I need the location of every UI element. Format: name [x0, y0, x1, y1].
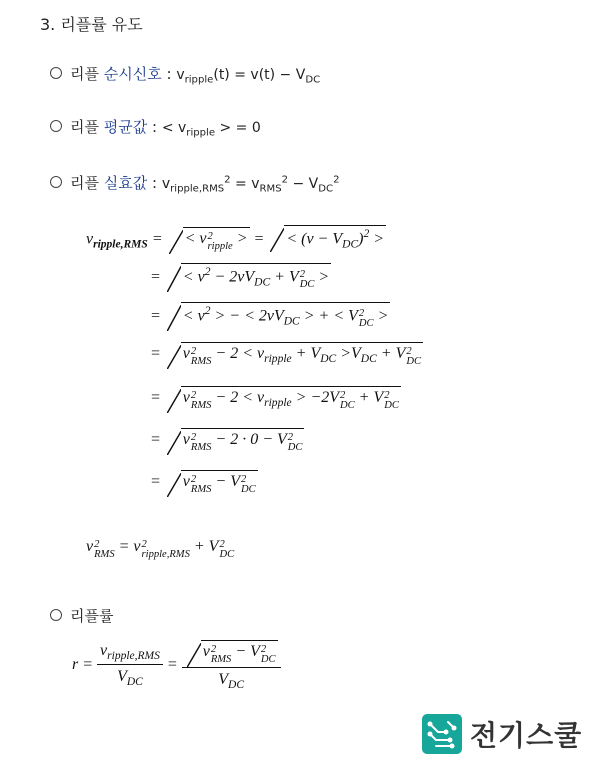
bullet-label: 리플	[70, 174, 104, 192]
section-heading: 3. 리플률 유도	[40, 15, 143, 34]
colon: :	[161, 65, 177, 83]
derivation-line-4: = v 2 RMS − $2 < v_{ripple} + V_{DC} >V_{DC} + V$ 2 DC	[150, 342, 423, 367]
bullet-label: 리플	[70, 118, 104, 136]
colon: :	[147, 118, 162, 136]
bullet-average	[50, 116, 261, 139]
bullet-instant	[50, 63, 320, 86]
bullet-keyword: 순시신호	[103, 65, 162, 83]
ripple-ratio-formula: r = $\frac{v_{ripple,RMS}}{V_{DC}}$ = v 2 RMS − V 2 DC $V_{DC}$	[72, 640, 281, 691]
bullet-keyword: 평균값	[103, 118, 148, 136]
derivation-line-7: = v 2 RMS − V 2 DC	[150, 470, 258, 495]
rms-identity: v 2 RMS = v 2 ripple,RMS + V 2 DC	[86, 538, 235, 560]
derivation-line-3: = < $v^2$ > − < $2vV_{DC}$ > + < V 2 DC >	[150, 302, 390, 329]
average-formula: < $v_{ripple}$ > = 0	[161, 120, 261, 139]
bullet-ratio	[50, 605, 113, 626]
instant-formula: $v_{ripple}(t) = v(t) - V_{DC}$	[176, 67, 321, 86]
bullet-label: 리플률	[70, 607, 114, 625]
brand-logo	[422, 714, 582, 754]
bullet-keyword: 실효값	[103, 174, 148, 192]
bullet-circle-icon	[50, 67, 62, 79]
rms-formula: $v_{ripple,RMS}^2 = v_{RMS}^2 - V_{DC}^2$	[161, 174, 340, 195]
bullet-circle-icon	[50, 609, 62, 621]
bullet-circle-icon	[50, 176, 62, 188]
bullet-label: 리플	[70, 65, 104, 83]
derivation-line-1: $v_{ripple,RMS}$ = < v 2 ripple > = < $(v - V_{DC})^2$ >	[86, 225, 386, 252]
derivation-line-5: = v 2 RMS − $2 < v_{ripple} > -2V$ 2 DC + V 2 DC	[150, 386, 401, 411]
derivation-line-2: = < $v^2 - 2vV_{DC} + V$ 2 DC >	[150, 263, 331, 290]
colon: :	[147, 174, 162, 192]
bullet-rms	[50, 172, 340, 195]
bullet-circle-icon	[50, 120, 62, 132]
circuit-board-icon	[422, 714, 462, 754]
derivation-line-6: = v 2 RMS − 2 · 0 − V 2 DC	[150, 428, 304, 453]
brand-name: 전기스쿨	[470, 719, 583, 752]
